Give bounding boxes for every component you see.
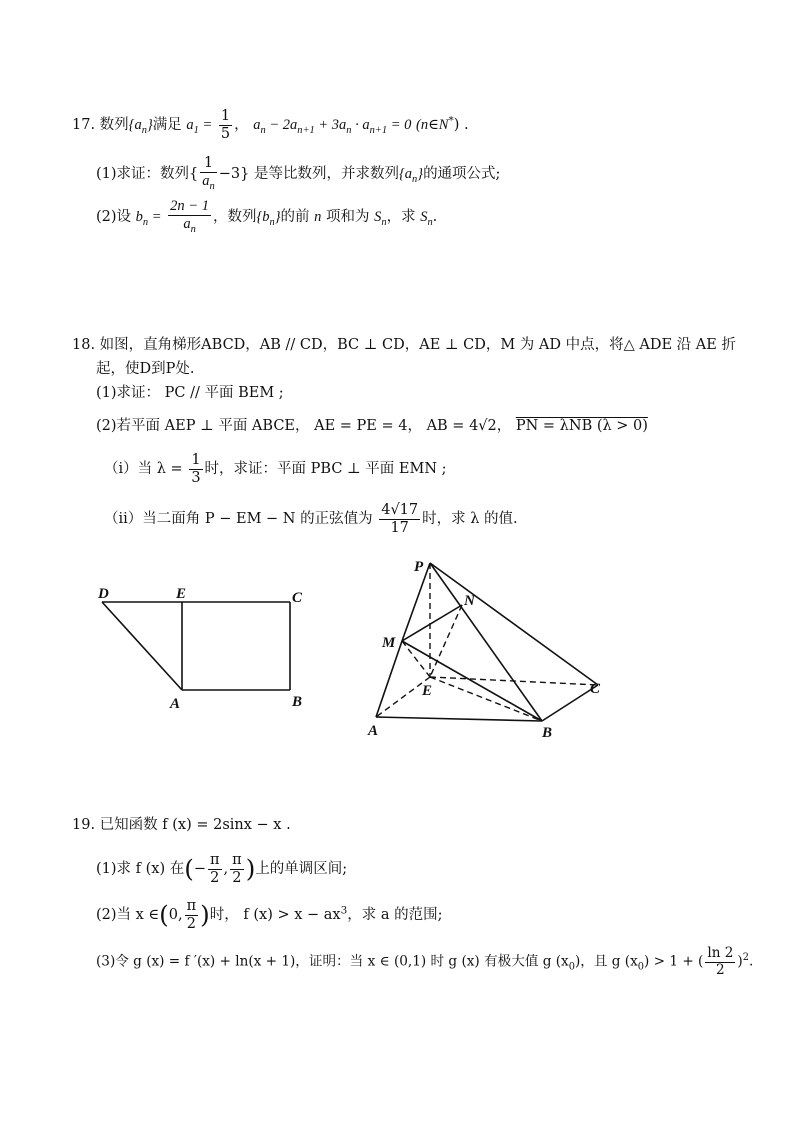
frac-pi-2b: $\frac{\pi}{2}$	[186, 898, 197, 932]
q17-stem-b: 满足	[152, 117, 182, 134]
q17-stem-d: ) .	[453, 117, 469, 134]
frac-1-an: $\frac{1}{a_n}$	[202, 155, 215, 192]
q17-stem-c: (n∈N	[416, 117, 449, 134]
edge-AD	[102, 602, 182, 690]
q19-part3: (3)令 g (x) = f ′(x) + ln(x + 1)，证明：当 x ∈ (0,1) 时 g (x) 有极大值 g $(x_0)$，且 g $(x_0) > 1$ + ( $\frac{\ln 2}{2}$ )$^2$.	[96, 945, 754, 978]
frac-bn: $\frac{2n - 1}{a_n}$	[170, 198, 209, 235]
label-C: C	[292, 590, 303, 606]
label-P: P	[414, 559, 424, 575]
q19-part2: (2)当 x ∈(0, $\frac{\pi}{2}$ )时， f $(x) > x - ax^3$，求 a 的范围;	[96, 898, 443, 932]
label-N: N	[464, 593, 475, 609]
q19-stem: 19. 已知函数 f (x) = 2sinx − x .	[72, 817, 291, 833]
figure-solid	[360, 555, 620, 740]
label-A: A	[170, 696, 181, 712]
q18-line2: 起，使D到P处.	[96, 361, 195, 377]
label-M: M	[382, 635, 396, 651]
q17-line1: 17. 数列$\{a_n\}$满足 $a_1$ = $\frac{1}{5}$ ， $a_n - 2a_{n+1} + 3a_n \cdot a_{n+1} = 0$ (n∈N*) .	[72, 108, 469, 142]
label-C: C	[590, 681, 601, 697]
label-E: E	[176, 586, 187, 602]
figure-trapezoid	[90, 580, 330, 715]
frac-1-5: $\frac{1}{5}$	[220, 108, 231, 142]
q18-line1: 18. 如图，直角梯形ABCD，AB // CD，BC ⊥ CD，AE ⊥ CD，M 为 AD 中点，将△ ADE 沿 AE 折	[72, 337, 736, 353]
frac-1-3: $\frac{1}{3}$	[191, 452, 201, 486]
q18-sub1: （ⅰ）当 λ = $\frac{1}{3}$ 时，求证：平面 PBC ⊥ 平面 EMN ;	[104, 452, 447, 486]
frac-sin: $\frac{4√17}{17}$	[381, 502, 419, 536]
frac-pi-2: $\frac{\pi}{2}$	[232, 852, 242, 886]
q18-part2: (2)若平面 AEP ⊥ 平面 ABCE， AE = PE = 4， AB = 4√2， PN = λNB (λ > 0)	[96, 418, 648, 434]
label-E: E	[422, 683, 433, 699]
q18-number: 18.	[72, 337, 96, 353]
q18-sub2: （ⅱ）当二面角 P − EM − N 的正弦值为 $\frac{4√17}{17}$ 时，求 λ 的值.	[104, 502, 518, 536]
q17-stem-a: 数列	[99, 117, 129, 134]
label-B: B	[542, 725, 553, 740]
label-B: B	[292, 694, 303, 710]
label-A: A	[368, 723, 379, 739]
q19-part1: (1)求 f (x) 在(− $\frac{\pi}{2}$ , $\frac{\pi}{2}$ )上的单调区间;	[96, 852, 348, 886]
frac-ln2-2: $\frac{\ln 2}{2}$	[707, 945, 734, 978]
frac-neg-pi-2: $\frac{\pi}{2}$	[210, 852, 220, 886]
q18-part1: (1)求证： PC // 平面 BEM ;	[96, 385, 284, 401]
q17-part1: (1)求证：数列{ $\frac{1}{a_n}$ −3} 是等比数列，并求数列$\{a_n\}$的通项公式;	[96, 155, 501, 192]
q19-number: 19.	[72, 817, 96, 833]
q17-number: 17.	[72, 117, 96, 134]
q17-part2: (2)设 $b_n$ = $\frac{2n - 1}{a_n}$ ，数列$\{b_n\}$的前 n 项和为 $S_n$，求 $S_n$.	[96, 198, 438, 235]
label-D: D	[98, 586, 109, 602]
